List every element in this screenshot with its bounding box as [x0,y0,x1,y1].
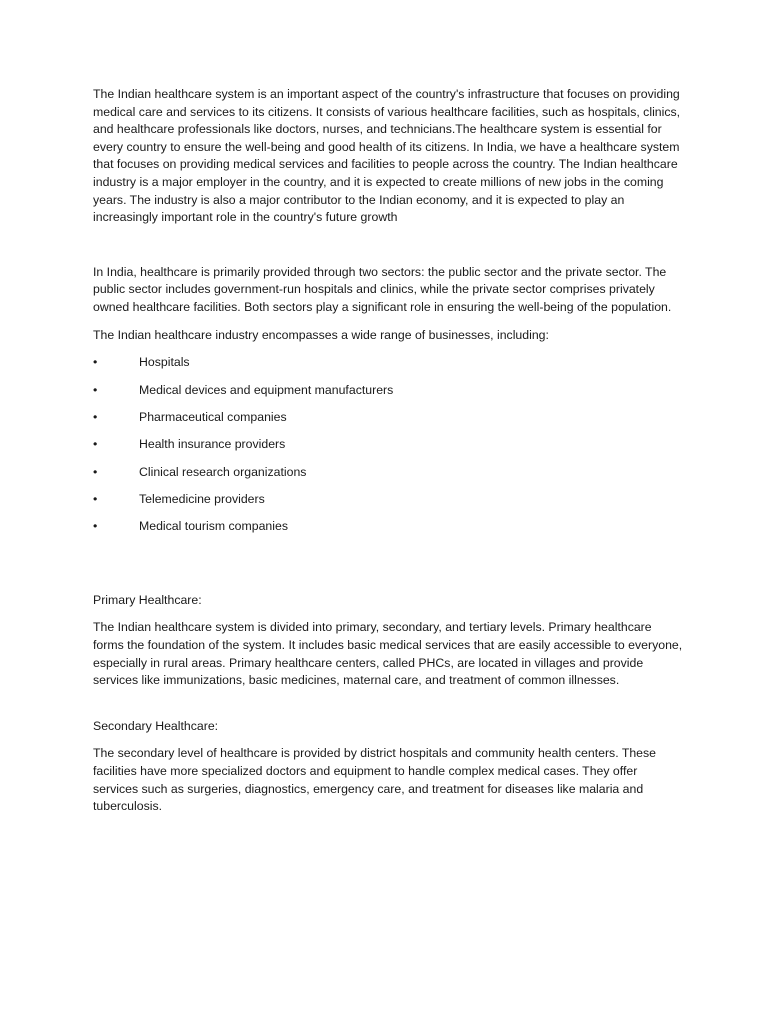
list-item [93,491,683,509]
primary-healthcare-paragraph: The Indian healthcare system is divided into primary, secondary, and tertiary levels. Primary healthcare forms the foundation of the system. It includes basic medical services that are easily accessible to everyone, especially in rural areas. Primary healthcare centers, called PHCs, are located in villages and provide services like immunizations, basic medicines, maternal care, and treatment of common illnesses. [93,620,683,688]
bullet-icon: • [93,382,98,397]
document-page [93,86,683,844]
section-spacer [93,546,683,592]
bullet-icon: • [93,437,98,452]
list-item-text: Telemedicine providers [139,492,265,507]
list-item [93,436,683,454]
list-item-text: Hospitals [139,355,190,370]
list-item-text: Medical tourism companies [139,519,288,534]
bullet-icon: • [93,409,98,424]
sectors-paragraph: In India, healthcare is primarily provided through two sectors: the public sector and the private sector. The public sector includes government-run hospitals and clinics, while the private sector comprises privately owned healthcare facilities. Both sectors play a significant role in ensuring the well-being of the population. [93,264,672,314]
secondary-healthcare-paragraph: The secondary level of healthcare is provided by district hospitals and community health centers. These facilities have more specialized doctors and equipment to handle complex medical cases. They offer services such as surgeries, diagnostics, emergency care, and treatment for diseases like malaria and tuberculosis. [93,746,656,814]
bullet-icon: • [93,519,98,534]
list-item [93,464,683,482]
industry-bullet-list [93,354,683,536]
list-item-text: Pharmaceutical companies [139,409,287,424]
list-item [93,354,683,372]
bullet-icon: • [93,355,98,370]
list-item-text: Health insurance providers [139,437,286,452]
bullet-icon: • [93,492,98,507]
intro-paragraph: The Indian healthcare system is an important aspect of the country's infrastructure that focuses on providing medical care and services to its citizens. It consists of various healthcare facilities, such as hospitals, clinics, and healthcare professionals like doctors, nurses, and technicians.The healthcare system is essential for every country to ensure the well-being and good health of its citizens. In India, we have a healthcare system that focuses on providing medical services and facilities to people across the country. The Indian healthcare industry is a major employer in the country, and it is expected to create millions of new jobs in the coming years. The industry is also a major contributor to the Indian economy, and it is expected to play an increasingly important role in the country's future growth [93,87,681,225]
secondary-healthcare-heading: Secondary Healthcare: [93,718,219,733]
list-item-text: Medical devices and equipment manufacturers [139,382,394,397]
list-item-text: Clinical research organizations [139,464,307,479]
bullet-icon: • [93,464,98,479]
industry-intro-paragraph: The Indian healthcare industry encompasses a wide range of businesses, including: [93,327,549,342]
list-item [93,409,683,427]
list-item [93,382,683,400]
list-item [93,518,683,536]
primary-healthcare-heading: Primary Healthcare: [93,592,202,607]
